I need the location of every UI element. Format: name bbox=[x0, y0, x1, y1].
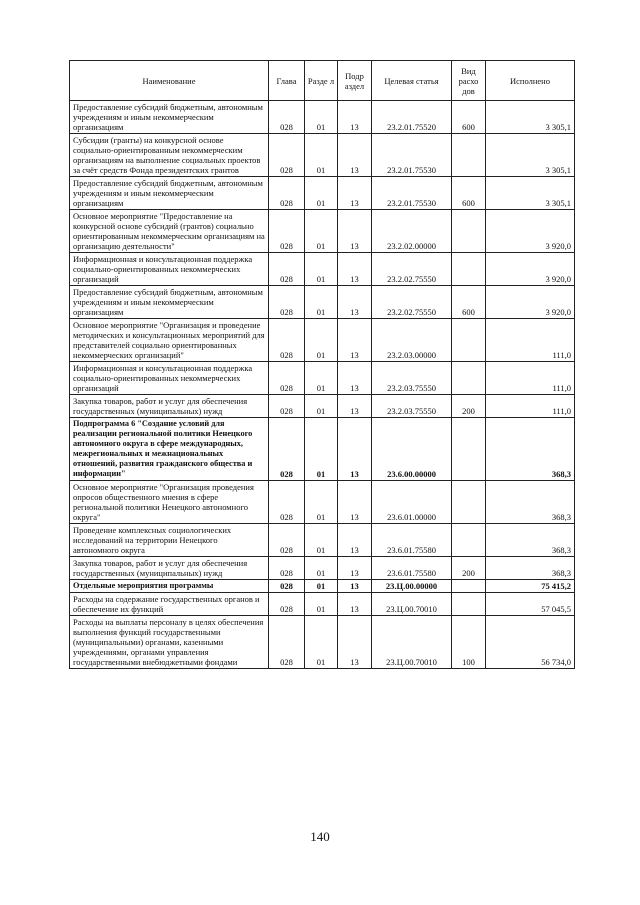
table-row bbox=[70, 253, 575, 286]
row-vid-cell bbox=[452, 134, 486, 177]
row-name-cell: Закупка товаров, работ и услуг для обеспечения государственных (муниципальных) нужд bbox=[70, 395, 269, 418]
row-razdel-cell: 01 bbox=[305, 557, 338, 580]
row-executed-cell: 111,0 bbox=[486, 319, 575, 362]
row-target-cell: 23.6.01.00000 bbox=[372, 481, 452, 524]
row-razdel-cell: 01 bbox=[305, 481, 338, 524]
table-row bbox=[70, 481, 575, 524]
row-vid-cell: 200 bbox=[452, 395, 486, 418]
table-row bbox=[70, 210, 575, 253]
row-target-cell: 23.Ц.00.00000 bbox=[372, 580, 452, 593]
row-glava-cell: 028 bbox=[269, 481, 305, 524]
row-executed-cell: 3 305,1 bbox=[486, 101, 575, 134]
table-row bbox=[70, 134, 575, 177]
table-row bbox=[70, 177, 575, 210]
header-target: Целевая статья bbox=[372, 61, 452, 101]
row-podrazdel-cell: 13 bbox=[338, 481, 372, 524]
row-razdel-cell: 01 bbox=[305, 134, 338, 177]
row-glava-cell: 028 bbox=[269, 593, 305, 616]
row-podrazdel-cell: 13 bbox=[338, 319, 372, 362]
row-name-cell: Предоставление субсидий бюджетным, автономным учреждениям и иным некоммерческим организациям bbox=[70, 101, 269, 134]
row-podrazdel-cell: 13 bbox=[338, 177, 372, 210]
row-podrazdel-cell: 13 bbox=[338, 557, 372, 580]
row-podrazdel-cell: 13 bbox=[338, 253, 372, 286]
row-glava-cell: 028 bbox=[269, 418, 305, 481]
row-name-cell: Предоставление субсидий бюджетным, автономным учреждениям и иным некоммерческим организациям bbox=[70, 286, 269, 319]
table-body bbox=[70, 101, 575, 669]
row-razdel-cell: 01 bbox=[305, 524, 338, 557]
header-vid: Вид расхо дов bbox=[452, 61, 486, 101]
row-vid-cell: 200 bbox=[452, 557, 486, 580]
row-executed-cell: 368,3 bbox=[486, 557, 575, 580]
table-row bbox=[70, 362, 575, 395]
row-target-cell: 23.2.01.75520 bbox=[372, 101, 452, 134]
row-podrazdel-cell: 13 bbox=[338, 210, 372, 253]
table-row bbox=[70, 101, 575, 134]
row-razdel-cell: 01 bbox=[305, 616, 338, 669]
row-glava-cell: 028 bbox=[269, 616, 305, 669]
row-vid-cell bbox=[452, 253, 486, 286]
row-glava-cell: 028 bbox=[269, 253, 305, 286]
page-number: 140 bbox=[310, 829, 330, 844]
row-razdel-cell: 01 bbox=[305, 362, 338, 395]
row-glava-cell: 028 bbox=[269, 524, 305, 557]
row-razdel-cell: 01 bbox=[305, 593, 338, 616]
row-name-cell: Проведение комплексных социологических исследований на территории Ненецкого автономного округа bbox=[70, 524, 269, 557]
row-target-cell: 23.6.01.75580 bbox=[372, 557, 452, 580]
row-razdel-cell: 01 bbox=[305, 286, 338, 319]
row-target-cell: 23.2.01.75530 bbox=[372, 177, 452, 210]
row-vid-cell bbox=[452, 593, 486, 616]
row-executed-cell: 56 734,0 bbox=[486, 616, 575, 669]
row-vid-cell bbox=[452, 210, 486, 253]
row-target-cell: 23.2.01.75530 bbox=[372, 134, 452, 177]
row-executed-cell: 111,0 bbox=[486, 395, 575, 418]
row-vid-cell: 600 bbox=[452, 177, 486, 210]
row-name-cell: Расходы на выплаты персоналу в целях обеспечения выполнения функций государственными (муниципальными) органами, казенными учреждениями, органами управления государственными внебюджетными фондами bbox=[70, 616, 269, 669]
table-row bbox=[70, 319, 575, 362]
row-executed-cell: 3 920,0 bbox=[486, 253, 575, 286]
row-executed-cell: 3 305,1 bbox=[486, 134, 575, 177]
row-vid-cell bbox=[452, 319, 486, 362]
header-executed: Исполнено bbox=[486, 61, 575, 101]
row-target-cell: 23.6.01.75580 bbox=[372, 524, 452, 557]
row-razdel-cell: 01 bbox=[305, 177, 338, 210]
row-vid-cell bbox=[452, 580, 486, 593]
row-podrazdel-cell: 13 bbox=[338, 524, 372, 557]
row-executed-cell: 368,3 bbox=[486, 418, 575, 481]
row-glava-cell: 028 bbox=[269, 395, 305, 418]
header-podrazdel: Подр аздел bbox=[338, 61, 372, 101]
row-target-cell: 23.2.02.75550 bbox=[372, 286, 452, 319]
row-razdel-cell: 01 bbox=[305, 395, 338, 418]
row-name-cell: Основное мероприятие "Организация проведения опросов общественного мнения в сфере региональной политики Ненецкого автономного округа" bbox=[70, 481, 269, 524]
row-podrazdel-cell: 13 bbox=[338, 593, 372, 616]
row-target-cell: 23.2.02.00000 bbox=[372, 210, 452, 253]
row-target-cell: 23.2.03.75550 bbox=[372, 395, 452, 418]
row-podrazdel-cell: 13 bbox=[338, 580, 372, 593]
row-name-cell: Подпрограмма 6 "Создание условий для реализации региональной политики Ненецкого автономного округа в сфере международных, межрегиональных и межнациональных отношений, развития гражданского общества и информации" bbox=[70, 418, 269, 481]
row-name-cell: Расходы на содержание государственных органов и обеспечение их функций bbox=[70, 593, 269, 616]
row-target-cell: 23.2.02.75550 bbox=[372, 253, 452, 286]
header-glava: Глава bbox=[269, 61, 305, 101]
row-podrazdel-cell: 13 bbox=[338, 616, 372, 669]
row-podrazdel-cell: 13 bbox=[338, 286, 372, 319]
row-podrazdel-cell: 13 bbox=[338, 134, 372, 177]
row-glava-cell: 028 bbox=[269, 286, 305, 319]
row-glava-cell: 028 bbox=[269, 319, 305, 362]
row-podrazdel-cell: 13 bbox=[338, 418, 372, 481]
row-name-cell: Информационная и консультационная поддержка социально-ориентированных некоммерческих организаций bbox=[70, 362, 269, 395]
row-glava-cell: 028 bbox=[269, 101, 305, 134]
row-executed-cell: 3 305,1 bbox=[486, 177, 575, 210]
row-name-cell: Информационная и консультационная поддержка социально-ориентированных некоммерческих организаций bbox=[70, 253, 269, 286]
row-executed-cell: 57 045,5 bbox=[486, 593, 575, 616]
row-executed-cell: 111,0 bbox=[486, 362, 575, 395]
row-target-cell: 23.2.03.75550 bbox=[372, 362, 452, 395]
row-razdel-cell: 01 bbox=[305, 319, 338, 362]
row-razdel-cell: 01 bbox=[305, 253, 338, 286]
row-name-cell: Закупка товаров, работ и услуг для обеспечения государственных (муниципальных) нужд bbox=[70, 557, 269, 580]
row-glava-cell: 028 bbox=[269, 557, 305, 580]
table-row bbox=[70, 616, 575, 669]
row-vid-cell bbox=[452, 481, 486, 524]
row-razdel-cell: 01 bbox=[305, 418, 338, 481]
row-glava-cell: 028 bbox=[269, 210, 305, 253]
table-row bbox=[70, 286, 575, 319]
row-razdel-cell: 01 bbox=[305, 101, 338, 134]
table-row bbox=[70, 580, 575, 593]
row-podrazdel-cell: 13 bbox=[338, 101, 372, 134]
row-razdel-cell: 01 bbox=[305, 210, 338, 253]
row-name-cell: Основное мероприятие "Организация и проведение методических и консультационных мероприятий для представителей социально ориентированных некоммерческих организаций" bbox=[70, 319, 269, 362]
row-executed-cell: 75 415,2 bbox=[486, 580, 575, 593]
row-vid-cell: 600 bbox=[452, 286, 486, 319]
row-vid-cell bbox=[452, 362, 486, 395]
row-target-cell: 23.Ц.00.70010 bbox=[372, 616, 452, 669]
row-podrazdel-cell: 13 bbox=[338, 395, 372, 418]
row-executed-cell: 368,3 bbox=[486, 524, 575, 557]
row-target-cell: 23.6.00.00000 bbox=[372, 418, 452, 481]
row-name-cell: Субсидии (гранты) на конкурсной основе социально-ориентированным некоммерческим организациям на выполнение социальных проектов за счёт средств Фонда президентских грантов bbox=[70, 134, 269, 177]
row-name-cell: Основное мероприятие "Предоставление на конкурсной основе субсидий (грантов) социально ориентированным некоммерческим организациям на организацию деятельности" bbox=[70, 210, 269, 253]
table-row bbox=[70, 524, 575, 557]
budget-table bbox=[69, 60, 575, 669]
row-vid-cell bbox=[452, 418, 486, 481]
table-row bbox=[70, 418, 575, 481]
row-executed-cell: 3 920,0 bbox=[486, 210, 575, 253]
row-vid-cell bbox=[452, 524, 486, 557]
row-target-cell: 23.2.03.00000 bbox=[372, 319, 452, 362]
row-vid-cell: 100 bbox=[452, 616, 486, 669]
table-header-row bbox=[70, 61, 575, 101]
row-name-cell: Предоставление субсидий бюджетным, автономным учреждениям и иным некоммерческим организациям bbox=[70, 177, 269, 210]
table-row bbox=[70, 557, 575, 580]
row-glava-cell: 028 bbox=[269, 362, 305, 395]
header-razdel: Разде л bbox=[305, 61, 338, 101]
table-row bbox=[70, 593, 575, 616]
row-glava-cell: 028 bbox=[269, 134, 305, 177]
row-executed-cell: 368,3 bbox=[486, 481, 575, 524]
row-razdel-cell: 01 bbox=[305, 580, 338, 593]
row-vid-cell: 600 bbox=[452, 101, 486, 134]
header-name: Наименование bbox=[70, 61, 269, 101]
row-target-cell: 23.Ц.00.70010 bbox=[372, 593, 452, 616]
row-glava-cell: 028 bbox=[269, 580, 305, 593]
row-name-cell: Отдельные мероприятия программы bbox=[70, 580, 269, 593]
table-row bbox=[70, 395, 575, 418]
row-podrazdel-cell: 13 bbox=[338, 362, 372, 395]
row-executed-cell: 3 920,0 bbox=[486, 286, 575, 319]
row-glava-cell: 028 bbox=[269, 177, 305, 210]
